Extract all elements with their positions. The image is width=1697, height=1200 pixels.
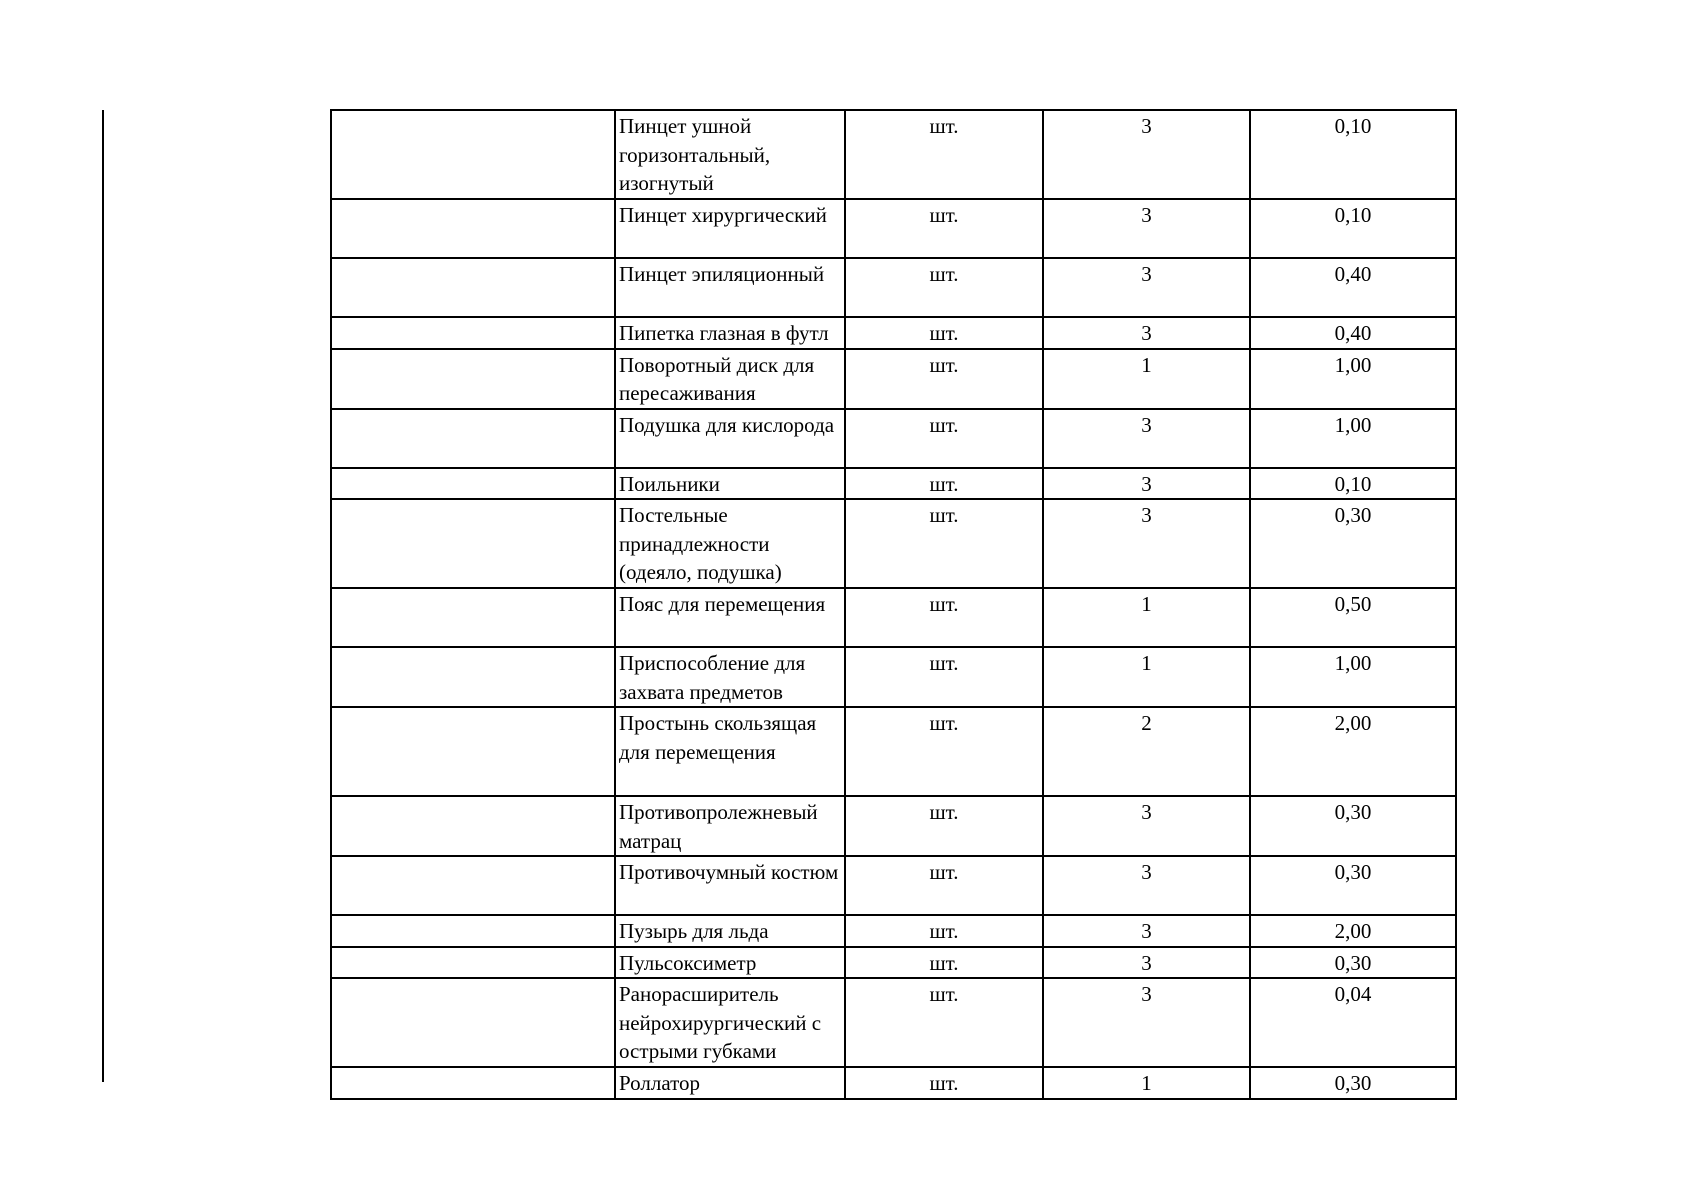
unit-text: шт. xyxy=(929,860,959,884)
table-row xyxy=(331,707,1456,796)
unit-cell xyxy=(845,409,1043,468)
value-cell xyxy=(1250,856,1456,915)
value-text: 0,04 xyxy=(1334,982,1372,1006)
value-text: 0,30 xyxy=(1334,950,1372,975)
quantity-text: 3 xyxy=(1141,321,1152,345)
blank-cell xyxy=(331,349,615,409)
blank-cell xyxy=(331,947,615,979)
value-text: 0,10 xyxy=(1334,471,1372,496)
blank-cell xyxy=(331,110,615,199)
item-name-cell xyxy=(615,349,845,409)
quantity-text: 3 xyxy=(1141,114,1152,138)
item-name-cell xyxy=(615,110,845,199)
item-name-cell xyxy=(615,707,845,796)
unit-text: шт. xyxy=(929,203,959,227)
quantity-cell xyxy=(1043,647,1250,707)
quantity-text: 1 xyxy=(1141,651,1152,675)
unit-cell xyxy=(845,588,1043,647)
unit-cell xyxy=(845,978,1043,1067)
unit-cell xyxy=(845,647,1043,707)
table-row xyxy=(331,409,1456,468)
value-text: 1,00 xyxy=(1334,651,1372,675)
equipment-table xyxy=(330,109,1457,1100)
table-row xyxy=(331,468,1456,500)
value-cell xyxy=(1250,349,1456,409)
quantity-cell xyxy=(1043,468,1250,500)
unit-text: шт. xyxy=(929,114,959,138)
table-row xyxy=(331,1067,1456,1099)
blank-cell xyxy=(331,647,615,707)
blank-cell xyxy=(331,796,615,856)
table-row xyxy=(331,110,1456,199)
unit-cell xyxy=(845,349,1043,409)
blank-cell xyxy=(331,978,615,1067)
value-cell xyxy=(1250,947,1456,979)
table-row xyxy=(331,499,1456,588)
blank-cell xyxy=(331,588,615,647)
quantity-cell xyxy=(1043,1067,1250,1099)
quantity-text: 3 xyxy=(1141,412,1152,437)
unit-text: шт. xyxy=(929,592,959,616)
item-name-cell xyxy=(615,915,845,947)
item-name-text: Пинцет хирургический xyxy=(619,203,827,227)
quantity-text: 1 xyxy=(1141,592,1152,616)
unit-cell xyxy=(845,1067,1043,1099)
item-name-text: Подушка для кислорода xyxy=(619,412,835,437)
unit-cell xyxy=(845,110,1043,199)
unit-cell xyxy=(845,468,1043,500)
item-name-cell xyxy=(615,258,845,317)
blank-cell xyxy=(331,317,615,349)
table-row xyxy=(331,856,1456,915)
value-text: 0,30 xyxy=(1334,1071,1372,1095)
blank-cell xyxy=(331,258,615,317)
value-cell xyxy=(1250,796,1456,856)
unit-text: шт. xyxy=(929,321,959,345)
quantity-text: 3 xyxy=(1141,800,1152,824)
quantity-cell xyxy=(1043,258,1250,317)
item-name-text: Роллатор xyxy=(619,1071,701,1095)
unit-text: шт. xyxy=(929,471,959,496)
item-name-cell xyxy=(615,317,845,349)
unit-cell xyxy=(845,707,1043,796)
item-name-text: Пипетка глазная в футл xyxy=(619,321,829,345)
quantity-text: 3 xyxy=(1141,503,1152,527)
table-row xyxy=(331,349,1456,409)
value-text: 0,30 xyxy=(1334,860,1372,884)
unit-text: шт. xyxy=(929,950,959,975)
value-text: 0,40 xyxy=(1334,321,1372,345)
quantity-cell xyxy=(1043,349,1250,409)
item-name-cell xyxy=(615,499,845,588)
unit-cell xyxy=(845,856,1043,915)
value-cell xyxy=(1250,647,1456,707)
item-name-text: Ранорасширитель нейрохирургический с острыми губками xyxy=(619,982,822,1063)
quantity-text: 3 xyxy=(1141,950,1152,975)
quantity-text: 3 xyxy=(1141,919,1152,943)
value-cell xyxy=(1250,317,1456,349)
value-text: 1,00 xyxy=(1334,352,1372,377)
quantity-cell xyxy=(1043,796,1250,856)
quantity-text: 3 xyxy=(1141,982,1152,1006)
value-cell xyxy=(1250,978,1456,1067)
item-name-cell xyxy=(615,647,845,707)
quantity-text: 3 xyxy=(1141,262,1152,286)
quantity-cell xyxy=(1043,707,1250,796)
equipment-table-body xyxy=(331,110,1456,1099)
unit-cell xyxy=(845,317,1043,349)
value-cell xyxy=(1250,588,1456,647)
value-text: 0,30 xyxy=(1334,800,1372,824)
value-text: 2,00 xyxy=(1334,919,1372,943)
item-name-cell xyxy=(615,947,845,979)
unit-text: шт. xyxy=(929,800,959,824)
blank-cell xyxy=(331,409,615,468)
value-text: 0,10 xyxy=(1334,203,1372,227)
value-cell xyxy=(1250,110,1456,199)
blank-cell xyxy=(331,199,615,258)
quantity-cell xyxy=(1043,588,1250,647)
quantity-text: 3 xyxy=(1141,860,1152,884)
value-cell xyxy=(1250,258,1456,317)
item-name-cell xyxy=(615,978,845,1067)
unit-cell xyxy=(845,915,1043,947)
item-name-text: Пинцет эпиляционный xyxy=(619,262,825,286)
quantity-cell xyxy=(1043,915,1250,947)
blank-cell xyxy=(331,856,615,915)
item-name-text: Пузырь для льда xyxy=(619,919,769,943)
table-row xyxy=(331,588,1456,647)
item-name-text: Пульсоксиметр xyxy=(619,950,757,975)
value-text: 1,00 xyxy=(1334,412,1372,437)
item-name-cell xyxy=(615,199,845,258)
table-row xyxy=(331,647,1456,707)
value-cell xyxy=(1250,409,1456,468)
blank-cell xyxy=(331,499,615,588)
left-margin-rule xyxy=(102,110,104,1082)
unit-cell xyxy=(845,796,1043,856)
value-text: 0,40 xyxy=(1334,262,1372,286)
item-name-cell xyxy=(615,409,845,468)
unit-text: шт. xyxy=(929,982,959,1006)
blank-cell xyxy=(331,707,615,796)
item-name-text: Простынь скользящая для перемещения xyxy=(619,711,817,764)
value-text: 2,00 xyxy=(1334,711,1372,735)
quantity-text: 3 xyxy=(1141,471,1152,496)
value-cell xyxy=(1250,915,1456,947)
quantity-text: 2 xyxy=(1141,711,1152,735)
blank-cell xyxy=(331,915,615,947)
unit-text: шт. xyxy=(929,651,959,675)
unit-cell xyxy=(845,199,1043,258)
quantity-text: 1 xyxy=(1141,352,1152,377)
blank-cell xyxy=(331,468,615,500)
quantity-cell xyxy=(1043,409,1250,468)
quantity-cell xyxy=(1043,110,1250,199)
table-row xyxy=(331,199,1456,258)
quantity-cell xyxy=(1043,199,1250,258)
item-name-text: Противопролежневый матрац xyxy=(619,800,818,853)
table-row xyxy=(331,978,1456,1067)
item-name-cell xyxy=(615,588,845,647)
value-text: 0,10 xyxy=(1334,114,1372,138)
item-name-text: Пояс для перемещения xyxy=(619,592,826,616)
item-name-text: Приспособление для захвата предметов xyxy=(619,651,806,704)
item-name-text: Поворотный диск для пересаживания xyxy=(619,352,815,405)
value-cell xyxy=(1250,199,1456,258)
table-row xyxy=(331,796,1456,856)
item-name-cell xyxy=(615,468,845,500)
quantity-cell xyxy=(1043,856,1250,915)
quantity-cell xyxy=(1043,499,1250,588)
item-name-text: Противочумный костюм xyxy=(619,860,839,884)
unit-text: шт. xyxy=(929,711,959,735)
unit-text: шт. xyxy=(929,262,959,286)
value-text: 0,30 xyxy=(1334,503,1372,527)
unit-text: шт. xyxy=(929,919,959,943)
unit-text: шт. xyxy=(929,352,959,377)
value-cell xyxy=(1250,499,1456,588)
unit-cell xyxy=(845,499,1043,588)
table-row xyxy=(331,947,1456,979)
quantity-text: 3 xyxy=(1141,203,1152,227)
value-cell xyxy=(1250,1067,1456,1099)
value-text: 0,50 xyxy=(1334,592,1372,616)
quantity-cell xyxy=(1043,978,1250,1067)
item-name-cell xyxy=(615,1067,845,1099)
item-name-cell xyxy=(615,796,845,856)
unit-text: шт. xyxy=(929,503,959,527)
blank-cell xyxy=(331,1067,615,1099)
quantity-cell xyxy=(1043,947,1250,979)
item-name-text: Пинцет ушной горизонтальный, изогнутый xyxy=(619,114,771,195)
unit-text: шт. xyxy=(929,1071,959,1095)
value-cell xyxy=(1250,707,1456,796)
item-name-cell xyxy=(615,856,845,915)
quantity-cell xyxy=(1043,317,1250,349)
item-name-text: Поильники xyxy=(619,471,720,496)
quantity-text: 1 xyxy=(1141,1071,1152,1095)
table-row xyxy=(331,258,1456,317)
value-cell xyxy=(1250,468,1456,500)
unit-cell xyxy=(845,258,1043,317)
item-name-text: Постельные принадлежности (одеяло, подушка) xyxy=(619,503,782,584)
table-row xyxy=(331,317,1456,349)
unit-cell xyxy=(845,947,1043,979)
unit-text: шт. xyxy=(929,412,959,437)
table-row xyxy=(331,915,1456,947)
